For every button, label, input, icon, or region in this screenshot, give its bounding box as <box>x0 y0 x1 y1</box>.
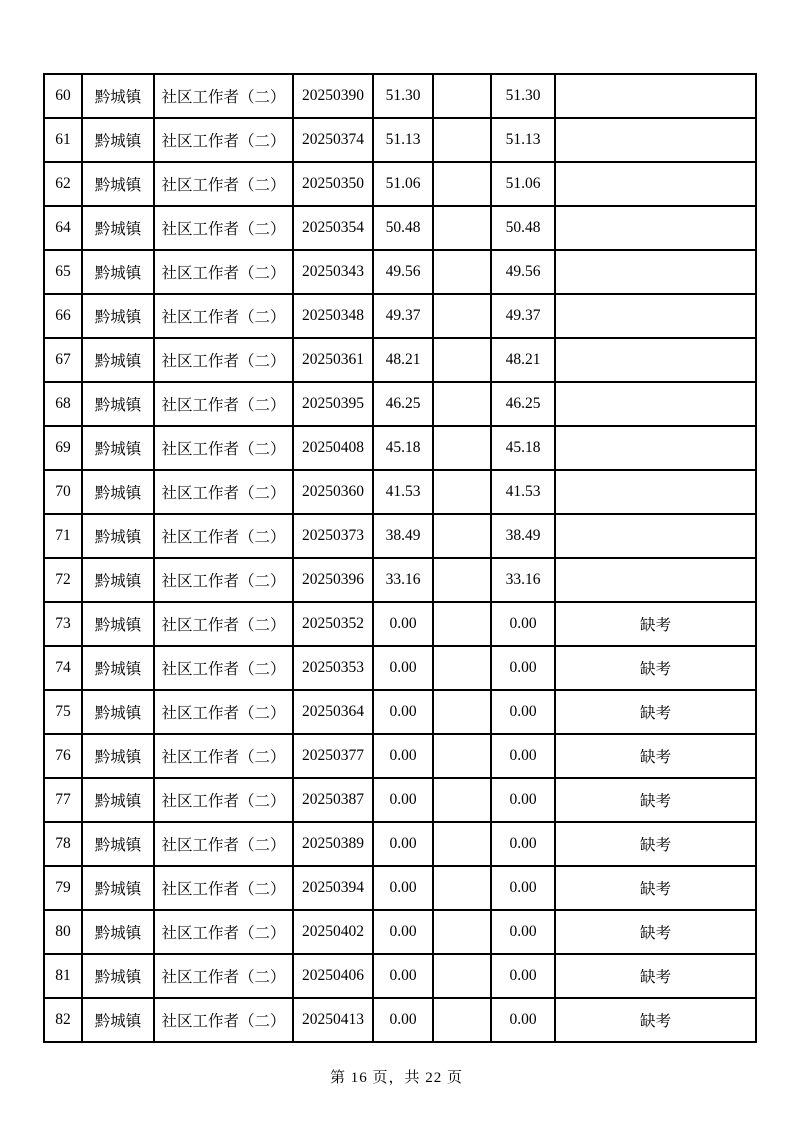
table-row <box>44 822 756 866</box>
cell-code: 20250360 <box>293 470 373 514</box>
table-row <box>44 734 756 778</box>
cell-position: 社区工作者（二） <box>154 778 293 822</box>
table-row <box>44 910 756 954</box>
cell-score: 0.00 <box>373 646 433 690</box>
cell-total: 45.18 <box>491 426 555 470</box>
cell-blank <box>433 118 491 162</box>
table-row <box>44 470 756 514</box>
cell-code: 20250361 <box>293 338 373 382</box>
cell-score: 51.30 <box>373 74 433 118</box>
table-row <box>44 74 756 118</box>
cell-score: 51.06 <box>373 162 433 206</box>
cell-remark <box>555 426 756 470</box>
cell-no: 68 <box>44 382 82 426</box>
table-row <box>44 514 756 558</box>
cell-town: 黔城镇 <box>82 294 154 338</box>
cell-remark: 缺考 <box>555 778 756 822</box>
cell-blank <box>433 382 491 426</box>
cell-town: 黔城镇 <box>82 998 154 1042</box>
cell-position: 社区工作者（二） <box>154 910 293 954</box>
cell-score: 0.00 <box>373 866 433 910</box>
cell-position: 社区工作者（二） <box>154 690 293 734</box>
cell-town: 黔城镇 <box>82 690 154 734</box>
cell-town: 黔城镇 <box>82 866 154 910</box>
cell-total: 0.00 <box>491 646 555 690</box>
cell-town: 黔城镇 <box>82 382 154 426</box>
cell-total: 0.00 <box>491 778 555 822</box>
cell-remark: 缺考 <box>555 646 756 690</box>
cell-position: 社区工作者（二） <box>154 74 293 118</box>
cell-remark <box>555 162 756 206</box>
cell-position: 社区工作者（二） <box>154 470 293 514</box>
cell-position: 社区工作者（二） <box>154 602 293 646</box>
cell-code: 20250387 <box>293 778 373 822</box>
cell-town: 黔城镇 <box>82 734 154 778</box>
table-row <box>44 162 756 206</box>
cell-no: 67 <box>44 338 82 382</box>
cell-code: 20250377 <box>293 734 373 778</box>
page-footer: 第 16 页，共 22 页 <box>329 1070 463 1086</box>
table-row <box>44 338 756 382</box>
cell-remark: 缺考 <box>555 866 756 910</box>
cell-blank <box>433 250 491 294</box>
cell-remark <box>555 118 756 162</box>
cell-blank <box>433 822 491 866</box>
cell-position: 社区工作者（二） <box>154 338 293 382</box>
cell-blank <box>433 206 491 250</box>
cell-position: 社区工作者（二） <box>154 426 293 470</box>
cell-blank <box>433 514 491 558</box>
cell-total: 33.16 <box>491 558 555 602</box>
cell-code: 20250350 <box>293 162 373 206</box>
cell-score: 46.25 <box>373 382 433 426</box>
cell-blank <box>433 866 491 910</box>
cell-code: 20250354 <box>293 206 373 250</box>
table-row <box>44 646 756 690</box>
cell-no: 64 <box>44 206 82 250</box>
cell-code: 20250389 <box>293 822 373 866</box>
cell-total: 0.00 <box>491 910 555 954</box>
cell-position: 社区工作者（二） <box>154 954 293 998</box>
cell-no: 73 <box>44 602 82 646</box>
cell-position: 社区工作者（二） <box>154 866 293 910</box>
cell-score: 49.56 <box>373 250 433 294</box>
cell-town: 黔城镇 <box>82 910 154 954</box>
cell-no: 75 <box>44 690 82 734</box>
cell-remark <box>555 338 756 382</box>
table-row <box>44 558 756 602</box>
cell-remark <box>555 514 756 558</box>
cell-blank <box>433 954 491 998</box>
cell-score: 0.00 <box>373 778 433 822</box>
cell-position: 社区工作者（二） <box>154 382 293 426</box>
cell-remark <box>555 250 756 294</box>
cell-code: 20250352 <box>293 602 373 646</box>
cell-blank <box>433 162 491 206</box>
cell-remark: 缺考 <box>555 822 756 866</box>
cell-position: 社区工作者（二） <box>154 118 293 162</box>
cell-remark: 缺考 <box>555 734 756 778</box>
results-table <box>43 73 757 1043</box>
cell-score: 0.00 <box>373 910 433 954</box>
cell-total: 0.00 <box>491 954 555 998</box>
cell-score: 45.18 <box>373 426 433 470</box>
cell-remark: 缺考 <box>555 602 756 646</box>
cell-total: 38.49 <box>491 514 555 558</box>
cell-position: 社区工作者（二） <box>154 294 293 338</box>
cell-position: 社区工作者（二） <box>154 646 293 690</box>
cell-blank <box>433 338 491 382</box>
cell-remark: 缺考 <box>555 910 756 954</box>
cell-score: 50.48 <box>373 206 433 250</box>
cell-remark: 缺考 <box>555 690 756 734</box>
cell-score: 48.21 <box>373 338 433 382</box>
cell-remark <box>555 294 756 338</box>
cell-position: 社区工作者（二） <box>154 734 293 778</box>
cell-no: 71 <box>44 514 82 558</box>
cell-position: 社区工作者（二） <box>154 998 293 1042</box>
cell-total: 50.48 <box>491 206 555 250</box>
cell-score: 41.53 <box>373 470 433 514</box>
cell-code: 20250396 <box>293 558 373 602</box>
cell-position: 社区工作者（二） <box>154 206 293 250</box>
cell-position: 社区工作者（二） <box>154 514 293 558</box>
cell-code: 20250406 <box>293 954 373 998</box>
cell-position: 社区工作者（二） <box>154 558 293 602</box>
cell-remark <box>555 470 756 514</box>
cell-score: 38.49 <box>373 514 433 558</box>
cell-total: 51.06 <box>491 162 555 206</box>
cell-town: 黔城镇 <box>82 954 154 998</box>
cell-total: 0.00 <box>491 734 555 778</box>
cell-town: 黔城镇 <box>82 470 154 514</box>
cell-town: 黔城镇 <box>82 74 154 118</box>
cell-town: 黔城镇 <box>82 514 154 558</box>
table-row <box>44 250 756 294</box>
cell-town: 黔城镇 <box>82 162 154 206</box>
cell-total: 0.00 <box>491 690 555 734</box>
cell-code: 20250348 <box>293 294 373 338</box>
cell-remark <box>555 382 756 426</box>
cell-no: 72 <box>44 558 82 602</box>
cell-blank <box>433 558 491 602</box>
cell-no: 82 <box>44 998 82 1042</box>
cell-total: 49.56 <box>491 250 555 294</box>
cell-total: 51.13 <box>491 118 555 162</box>
cell-total: 0.00 <box>491 998 555 1042</box>
cell-total: 41.53 <box>491 470 555 514</box>
table-row <box>44 426 756 470</box>
cell-score: 0.00 <box>373 690 433 734</box>
cell-code: 20250353 <box>293 646 373 690</box>
cell-blank <box>433 426 491 470</box>
cell-code: 20250343 <box>293 250 373 294</box>
cell-code: 20250364 <box>293 690 373 734</box>
cell-total: 0.00 <box>491 822 555 866</box>
cell-blank <box>433 74 491 118</box>
cell-blank <box>433 778 491 822</box>
cell-blank <box>433 470 491 514</box>
cell-town: 黔城镇 <box>82 646 154 690</box>
table-row <box>44 778 756 822</box>
cell-no: 61 <box>44 118 82 162</box>
cell-blank <box>433 602 491 646</box>
cell-blank <box>433 690 491 734</box>
cell-code: 20250402 <box>293 910 373 954</box>
cell-remark <box>555 74 756 118</box>
cell-remark: 缺考 <box>555 954 756 998</box>
cell-town: 黔城镇 <box>82 250 154 294</box>
cell-no: 60 <box>44 74 82 118</box>
table-body <box>44 74 756 1042</box>
cell-total: 48.21 <box>491 338 555 382</box>
cell-code: 20250390 <box>293 74 373 118</box>
cell-position: 社区工作者（二） <box>154 162 293 206</box>
cell-town: 黔城镇 <box>82 778 154 822</box>
cell-blank <box>433 998 491 1042</box>
cell-town: 黔城镇 <box>82 118 154 162</box>
cell-town: 黔城镇 <box>82 206 154 250</box>
cell-score: 0.00 <box>373 822 433 866</box>
cell-no: 78 <box>44 822 82 866</box>
cell-total: 51.30 <box>491 74 555 118</box>
cell-score: 33.16 <box>373 558 433 602</box>
cell-position: 社区工作者（二） <box>154 250 293 294</box>
table-row <box>44 602 756 646</box>
cell-town: 黔城镇 <box>82 338 154 382</box>
table-row <box>44 118 756 162</box>
table-row <box>44 866 756 910</box>
cell-score: 49.37 <box>373 294 433 338</box>
cell-no: 70 <box>44 470 82 514</box>
cell-position: 社区工作者（二） <box>154 822 293 866</box>
cell-no: 76 <box>44 734 82 778</box>
cell-total: 46.25 <box>491 382 555 426</box>
cell-code: 20250374 <box>293 118 373 162</box>
cell-total: 0.00 <box>491 602 555 646</box>
cell-no: 81 <box>44 954 82 998</box>
cell-no: 74 <box>44 646 82 690</box>
cell-code: 20250395 <box>293 382 373 426</box>
table-row <box>44 690 756 734</box>
cell-score: 0.00 <box>373 998 433 1042</box>
cell-score: 0.00 <box>373 734 433 778</box>
cell-total: 49.37 <box>491 294 555 338</box>
cell-code: 20250394 <box>293 866 373 910</box>
cell-no: 62 <box>44 162 82 206</box>
cell-blank <box>433 294 491 338</box>
cell-no: 77 <box>44 778 82 822</box>
cell-no: 69 <box>44 426 82 470</box>
cell-blank <box>433 734 491 778</box>
table-row <box>44 954 756 998</box>
cell-blank <box>433 646 491 690</box>
cell-no: 80 <box>44 910 82 954</box>
cell-no: 79 <box>44 866 82 910</box>
cell-score: 51.13 <box>373 118 433 162</box>
cell-remark <box>555 206 756 250</box>
cell-town: 黔城镇 <box>82 602 154 646</box>
cell-town: 黔城镇 <box>82 822 154 866</box>
cell-remark: 缺考 <box>555 998 756 1042</box>
cell-score: 0.00 <box>373 954 433 998</box>
cell-town: 黔城镇 <box>82 558 154 602</box>
table-row <box>44 382 756 426</box>
cell-town: 黔城镇 <box>82 426 154 470</box>
cell-code: 20250413 <box>293 998 373 1042</box>
table-row <box>44 206 756 250</box>
cell-no: 65 <box>44 250 82 294</box>
cell-remark <box>555 558 756 602</box>
cell-score: 0.00 <box>373 602 433 646</box>
cell-code: 20250408 <box>293 426 373 470</box>
table-row <box>44 998 756 1042</box>
cell-total: 0.00 <box>491 866 555 910</box>
cell-code: 20250373 <box>293 514 373 558</box>
table-row <box>44 294 756 338</box>
cell-no: 66 <box>44 294 82 338</box>
cell-blank <box>433 910 491 954</box>
